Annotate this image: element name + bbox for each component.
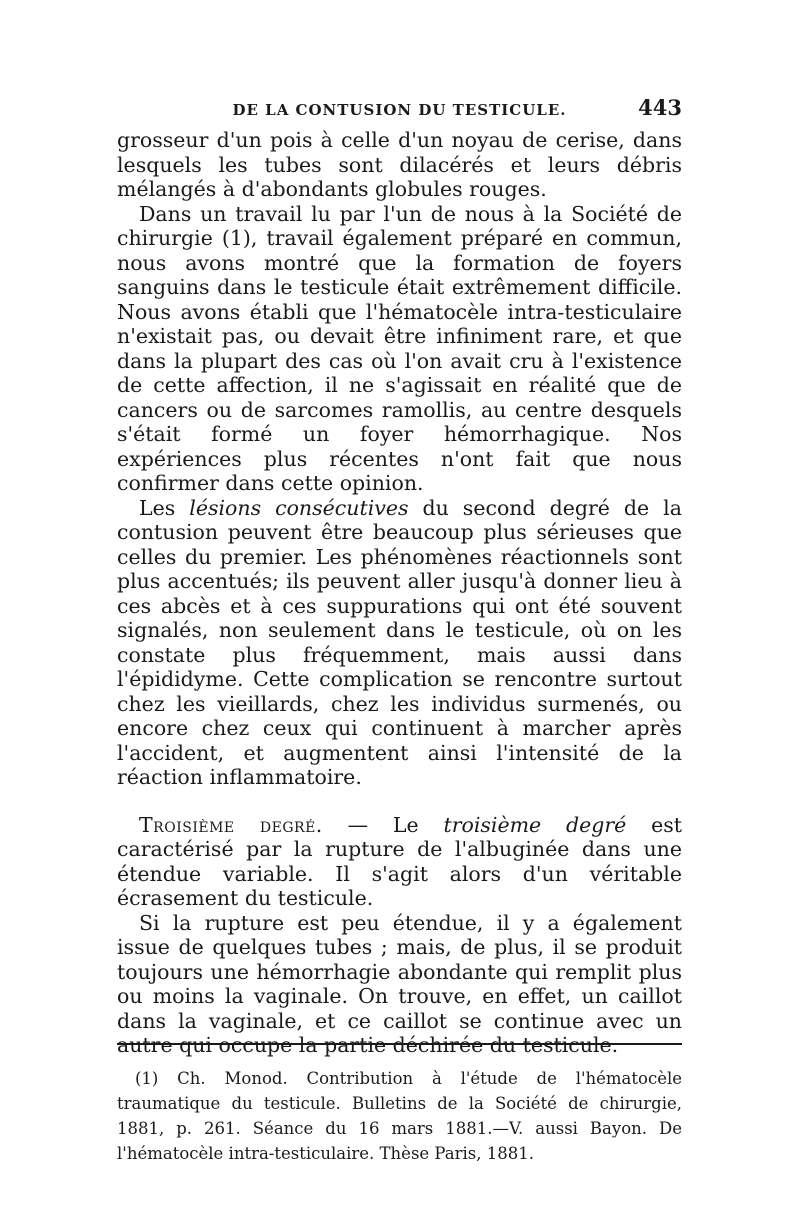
running-head xyxy=(117,95,682,125)
paragraph-4 xyxy=(117,813,682,911)
paragraph-4-rest: est caractérisé par la rupture de l'albuginée dans une étendue variable. Il s'agit alors d'un véritable écrasement du testicule. xyxy=(117,812,682,910)
paragraph-2: Dans un travail lu par l'un de nous à la Société de chirurgie (1), travail également préparé en commun, nous avons montré que la formation de foyers sanguins dans le testicule était extrêmement difficile. Nous avons établi que l'hématocèle intra-testiculaire n'existait pas, ou devait être infiniment rare, et que dans la plupart des cas où l'on avait cru à l'existence de cette affection, il ne s'agissait en réalité que de cancers ou de sarcomes ramollis, au centre desquels s'était formé un foyer hémorrhagique. Nos expériences plus récentes n'ont fait que nous confirmer dans cette opinion. xyxy=(117,201,682,495)
paragraph-3-rest: du second degré de la contusion peuvent être beaucoup plus sérieuses que celles du premier. Les phénomènes réactionnels sont plus accentués; ils peuvent aller jusqu'à donner lieu à ces abcès et à ces suppurations qui ont été souvent signalés, non seulement dans le testicule, où on les constate plus fréquemment, mais aussi dans l'épididyme. Cette complication se rencontre surtout chez les vieillards, chez les individus surmenés, ou encore chez ceux qui continuent à marcher après l'accident, et augmentent ainsi l'intensité de la réaction inflammatoire. xyxy=(117,495,682,789)
section-dash: — xyxy=(347,812,369,837)
section-heading: Troisième degré. xyxy=(139,812,323,837)
paragraph-1: grosseur d'un pois à celle d'un noyau de cerise, dans lesquels les tubes sont dilacérés et leurs débris mélangés à d'abondants globules rouges. xyxy=(117,128,682,201)
paragraph-4-emphasis: troisième degré xyxy=(443,812,627,837)
paragraph-3 xyxy=(117,496,682,790)
footnote-1: (1) Ch. Monod. Contribution à l'étude de l'hématocèle traumatique du testicule. Bulletins de la Société de chirurgie, 1881, p. 261. Séance du 16 mars 1881.—V. aussi Bayon. De l'hématocèle intra-testiculaire. Thèse Paris, 1881. xyxy=(117,1069,682,1163)
paragraph-4-lead: Le xyxy=(392,812,419,837)
footnote-divider xyxy=(117,1043,682,1045)
running-title: DE LA CONTUSION DU TESTICULE. xyxy=(232,101,567,119)
body-text xyxy=(117,128,682,1058)
footnotes xyxy=(117,1066,682,1166)
paragraph-3-emphasis: lésions consécutives xyxy=(189,495,409,520)
paragraph-5: Si la rupture est peu étendue, il y a également issue de quelques tubes ; mais, de plus, il se produit toujours une hémorrhagie abondante qui remplit plus ou moins la vaginale. On trouve, en effet, un caillot dans la vaginale, et ce caillot se continue avec un autre qui occupe la partie déchirée du testicule. xyxy=(117,910,682,1057)
page-number: 443 xyxy=(638,95,682,120)
paragraph-3-lead: Les xyxy=(139,495,176,520)
